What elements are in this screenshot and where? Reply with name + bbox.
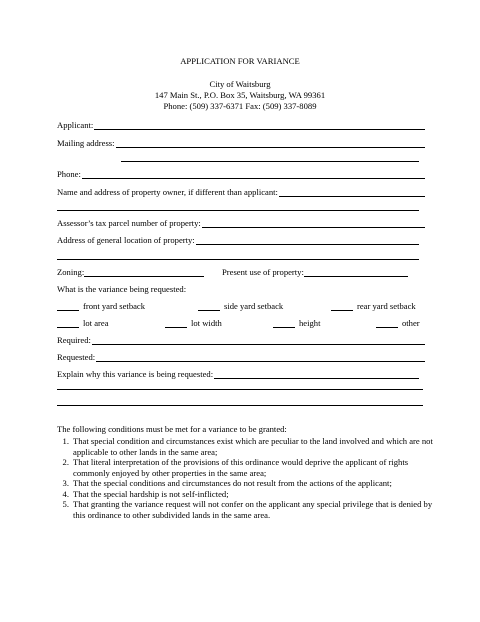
condition-number: 1. [62, 436, 69, 446]
city-address: 147 Main St., P.O. Box 35, Waitsburg, WA 99361 [154, 90, 326, 100]
condition-item [57, 478, 437, 489]
mailing-address-field-2[interactable] [121, 161, 419, 162]
requested-label: Requested: [57, 352, 96, 363]
front-setback-label: front yard setback [83, 301, 146, 312]
height-option [273, 319, 320, 328]
parcel-label: Assessor’s tax parcel number of property: [57, 218, 201, 229]
lot-width-option [165, 319, 222, 328]
present-use-field[interactable] [304, 268, 408, 277]
requested-row [57, 353, 425, 362]
zoning-field[interactable] [84, 268, 204, 277]
location-label: Address of general location of property: [57, 235, 195, 246]
explain-label: Explain why this variance is being requested: [57, 369, 214, 380]
condition-text: That the special conditions and circumstances do not result from the actions of the applicant; [73, 478, 392, 488]
condition-text: That special condition and circumstances exist which are peculiar to the land involved and which are not applicable to other lands in the same area; [73, 436, 433, 457]
required-label: Required: [57, 335, 91, 346]
applicant-label: Applicant: [57, 120, 94, 131]
owner-row [57, 188, 425, 197]
owner-field[interactable] [279, 188, 425, 197]
side-setback-option [198, 302, 283, 311]
phone-row [57, 170, 425, 179]
front-setback-option [57, 302, 145, 311]
front-setback-blank[interactable] [57, 302, 79, 311]
present-use-row [222, 268, 408, 277]
phone-field[interactable] [82, 170, 425, 179]
mailing-address-field[interactable] [116, 139, 425, 148]
condition-text: That the special hardship is not self-inflicted; [73, 488, 229, 499]
condition-item [57, 436, 437, 457]
side-setback-label: side yard setback [224, 301, 284, 312]
applicant-field[interactable] [94, 121, 425, 130]
city-phone-fax: Phone: (509) 337-6371 Fax: (509) 337-8089 [163, 101, 317, 111]
location-field-2[interactable] [57, 259, 419, 260]
lot-area-label: lot area [83, 318, 109, 329]
parcel-row [57, 219, 425, 228]
explain-field-2[interactable] [57, 389, 423, 390]
explain-row [57, 370, 419, 379]
mailing-address-label: Mailing address: [57, 138, 115, 149]
location-field[interactable] [196, 236, 419, 245]
present-use-label: Present use of property: [222, 267, 304, 278]
condition-item [57, 457, 437, 478]
required-row [57, 336, 425, 345]
condition-number: 3. [62, 478, 69, 488]
mailing-address-row [57, 139, 425, 148]
condition-item [57, 499, 437, 520]
lot-area-blank[interactable] [57, 319, 79, 328]
lot-area-option [57, 319, 109, 328]
requested-field[interactable] [96, 353, 425, 362]
rear-setback-option [331, 302, 416, 311]
rear-setback-label: rear yard setback [357, 301, 416, 312]
condition-number: 4. [62, 488, 69, 499]
side-setback-blank[interactable] [198, 302, 220, 311]
explain-field-3[interactable] [57, 405, 423, 406]
condition-text: That literal interpretation of the provisions of this ordinance would deprive the applicant of rights commonly enjoyed by other properties in the same area; [73, 457, 409, 478]
zoning-row [57, 268, 204, 277]
zoning-label: Zoning: [57, 267, 85, 278]
lot-width-blank[interactable] [165, 319, 187, 328]
applicant-row [57, 121, 425, 130]
condition-number: 5. [62, 499, 69, 509]
phone-label: Phone: [57, 169, 81, 180]
condition-number: 2. [62, 457, 69, 467]
height-blank[interactable] [273, 319, 295, 328]
owner-field-2[interactable] [57, 210, 419, 211]
other-blank[interactable] [376, 319, 398, 328]
form-title: APPLICATION FOR VARIANCE [180, 56, 300, 66]
rear-setback-blank[interactable] [331, 302, 353, 311]
conditions-intro: The following conditions must be met for a variance to be granted: [57, 424, 287, 434]
conditions-list [57, 436, 437, 520]
owner-label: Name and address of property owner, if different than applicant: [57, 187, 278, 198]
height-label: height [299, 318, 321, 329]
required-field[interactable] [92, 336, 425, 345]
other-label: other [402, 318, 420, 329]
explain-field[interactable] [214, 370, 419, 379]
condition-text: That granting the variance request will not confer on the applicant any special privilege that is denied by this ordinance to other subdivided lands in the same area. [73, 499, 433, 520]
other-option [376, 319, 420, 328]
condition-item [57, 489, 437, 500]
city-name: City of Waitsburg [209, 79, 271, 89]
location-row [57, 236, 419, 245]
variance-question: What is the variance being requested: [57, 284, 187, 294]
parcel-field[interactable] [202, 219, 425, 228]
lot-width-label: lot width [191, 318, 222, 329]
